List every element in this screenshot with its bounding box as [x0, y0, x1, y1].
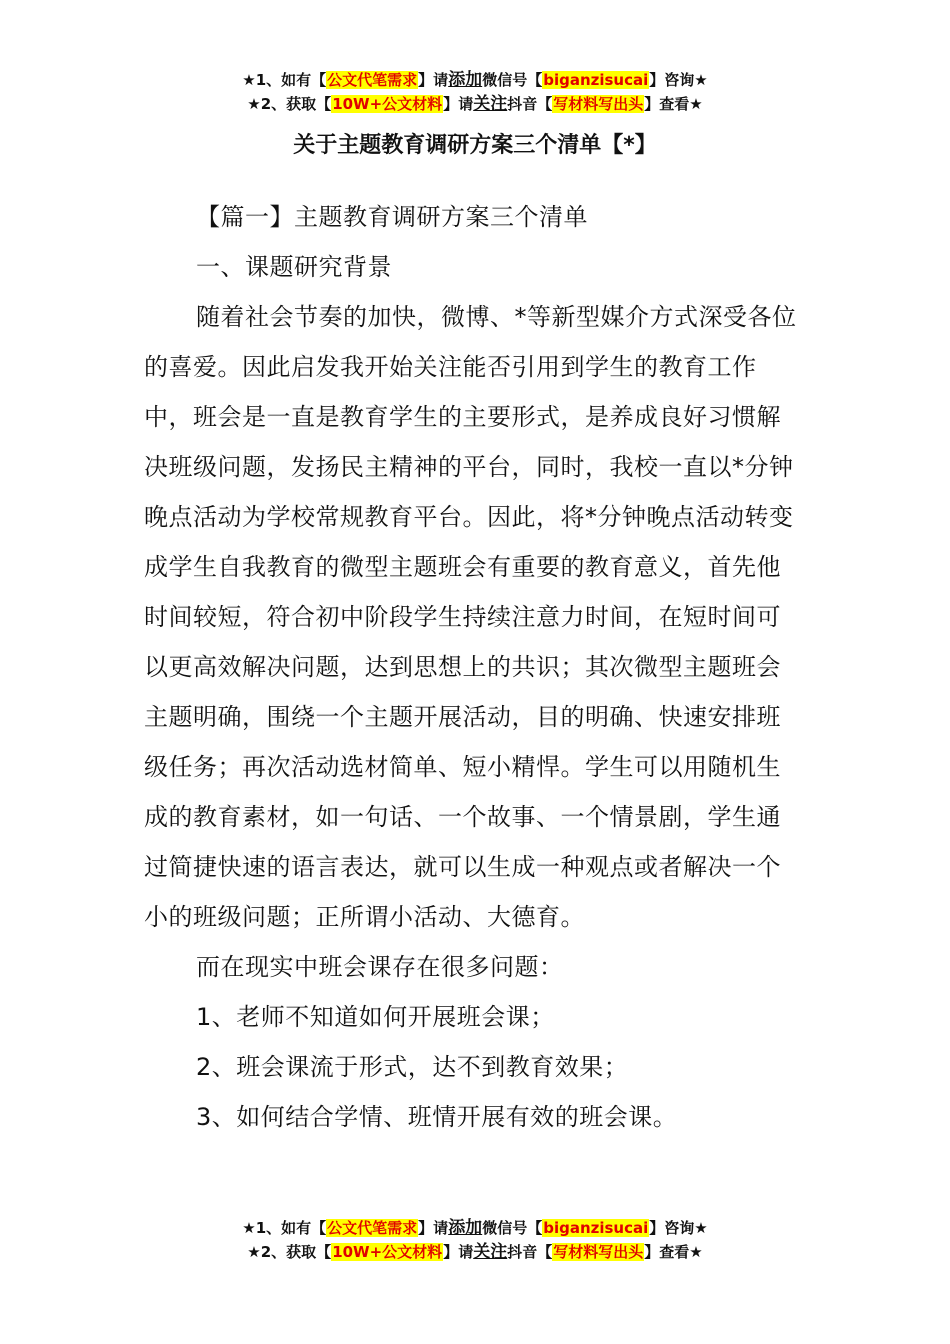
- promo-banner-bottom: [0, 1216, 950, 1264]
- list-item: 1、老师不知道如何开展班会课；: [196, 1003, 555, 1031]
- promo-text: ★2、获取【: [247, 95, 332, 113]
- promo-line-1: [0, 68, 950, 92]
- promo-text: 】查看★: [644, 1243, 703, 1261]
- promo-text: 】请: [443, 95, 474, 113]
- promo-underlined: 添加: [448, 70, 483, 90]
- section-heading: 【篇一】主题教育调研方案三个清单: [196, 203, 588, 231]
- promo-text: ★2、获取【: [247, 1243, 332, 1261]
- promo-underlined: 添加: [448, 1218, 483, 1238]
- promo-underlined: 关注: [473, 94, 508, 114]
- promo-text: ★1、如有【: [242, 71, 327, 89]
- sub-heading: 一、课题研究背景: [196, 253, 392, 281]
- promo-text: 】请: [443, 1243, 474, 1261]
- list-item: 3、如何结合学情、班情开展有效的班会课。: [196, 1103, 678, 1131]
- promo-text: ★1、如有【: [242, 1219, 327, 1237]
- promo-highlight: 公文代笔需求: [327, 71, 418, 89]
- promo-highlight: 10W+公文材料: [332, 1243, 443, 1261]
- promo-line-1: [0, 1216, 950, 1240]
- promo-text: 】咨询★: [649, 71, 708, 89]
- promo-text: 】请: [418, 71, 449, 89]
- promo-banner-top: [0, 68, 950, 116]
- promo-text: 微信号【: [482, 1219, 543, 1237]
- promo-highlight: 写材料写出头: [553, 95, 644, 113]
- promo-highlight: 10W+公文材料: [332, 95, 443, 113]
- paragraph: 随着社会节奏的加快，微博、*等新型媒介方式深受各位的喜爱。因此启发我开始关注能否引用到学生的教育工作中，班会是一直是教育学生的主要形式，是养成良好习惯解决班级问题，发扬民主精神的平台，同时，我校一直以*分钟晚点活动为学校常规教育平台。因此，将*分钟晚点活动转变成学生自我教育的微型主题班会有重要的教育意义，首先他时间较短，符合初中阶段学生持续注意力时间，在短时间可以更高效解决问题，达到思想上的共识；其次微型主题班会主题明确，围绕一个主题开展活动，目的明确、快速安排班级任务；再次活动选材简单、短小精悍。学生可以用随机生成的教育素材，如一句话、一个故事、一个情景剧，学生通过简捷快速的语言表达，就可以生成一种观点或者解决一个小的班级问题；正所谓小活动、大德育。: [144, 303, 797, 931]
- promo-line-2: [0, 1240, 950, 1264]
- promo-text: 抖音【: [507, 1243, 553, 1261]
- promo-highlight: 公文代笔需求: [327, 1219, 418, 1237]
- list-item: 2、班会课流于形式，达不到教育效果；: [196, 1053, 629, 1081]
- document-body: [144, 192, 804, 1142]
- promo-text: 抖音【: [507, 95, 553, 113]
- promo-underlined: 关注: [473, 1242, 508, 1262]
- promo-highlight: 写材料写出头: [553, 1243, 644, 1261]
- promo-highlight: biganzisucai: [543, 71, 649, 89]
- promo-text: 】咨询★: [649, 1219, 708, 1237]
- promo-line-2: [0, 92, 950, 116]
- promo-highlight: biganzisucai: [543, 1219, 649, 1237]
- promo-text: 】查看★: [644, 95, 703, 113]
- paragraph: 而在现实中班会课存在很多问题：: [196, 953, 564, 981]
- promo-text: 】请: [418, 1219, 449, 1237]
- promo-text: 微信号【: [482, 71, 543, 89]
- document-title: 关于主题教育调研方案三个清单【*】: [293, 133, 657, 158]
